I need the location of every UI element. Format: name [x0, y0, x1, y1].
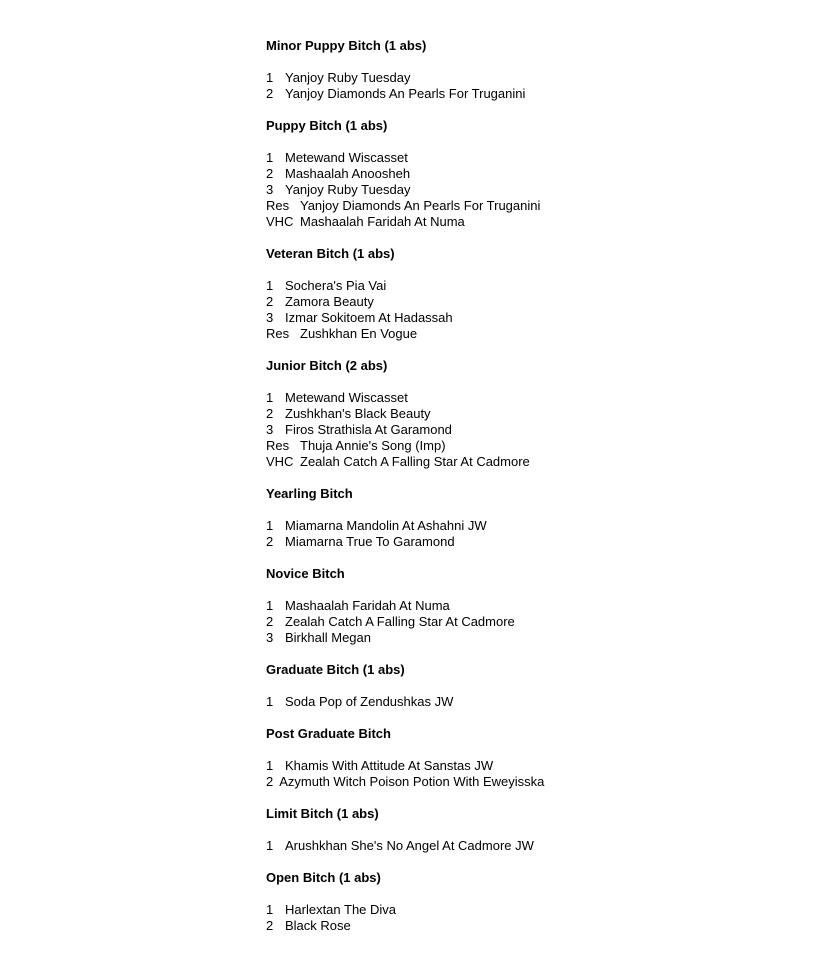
class-section	[266, 38, 786, 102]
dog-name: Arushkhan She's No Angel At Cadmore JW	[285, 838, 534, 853]
placings-list	[266, 278, 786, 342]
placing-award: 2	[266, 406, 274, 421]
placings-list	[266, 758, 786, 790]
placing-row	[266, 438, 786, 454]
placing-award: 1	[266, 70, 274, 85]
placing-award: 1	[266, 694, 274, 709]
placing-row	[266, 534, 786, 550]
dog-name: Zushkhan En Vogue	[300, 326, 418, 341]
placing-row	[266, 278, 786, 294]
placing-row	[266, 390, 786, 406]
class-section	[266, 486, 786, 550]
placing-row	[266, 150, 786, 166]
class-title: Minor Puppy Bitch (1 abs)	[266, 38, 427, 53]
dog-name: Thuja Annie's Song (Imp)	[300, 438, 446, 453]
dog-name: Zamora Beauty	[285, 294, 374, 309]
class-section	[266, 806, 786, 854]
dog-name: Soda Pop of Zendushkas JW	[285, 694, 454, 709]
placing-award: 3	[266, 182, 274, 197]
class-title: Post Graduate Bitch	[266, 726, 391, 741]
placing-award: 3	[266, 422, 274, 437]
placing-row	[266, 918, 786, 934]
dog-name: Azymuth Witch Poison Potion With Eweyisska	[279, 774, 545, 789]
class-title: Veteran Bitch (1 abs)	[266, 246, 395, 261]
dog-name: Firos Strathisla At Garamond	[285, 422, 452, 437]
placing-row	[266, 838, 786, 854]
class-section	[266, 726, 786, 790]
class-title: Limit Bitch (1 abs)	[266, 806, 379, 821]
placing-row	[266, 758, 786, 774]
placing-row	[266, 694, 786, 710]
class-section	[266, 118, 786, 230]
dog-name: Yanjoy Ruby Tuesday	[285, 70, 411, 85]
placing-award: 1	[266, 518, 274, 533]
class-section	[266, 662, 786, 710]
placing-award: 1	[266, 278, 274, 293]
dog-name: Izmar Sokitoem At Hadassah	[285, 310, 453, 325]
dog-name: Yanjoy Diamonds An Pearls For Truganini	[285, 86, 526, 101]
dog-name: Miamarna True To Garamond	[285, 534, 455, 549]
placing-award: 2	[266, 294, 274, 309]
placing-award: VHC	[266, 214, 294, 229]
placings-list	[266, 694, 786, 710]
placing-award: 2	[266, 86, 274, 101]
dog-name: Zealah Catch A Falling Star At Cadmore	[285, 614, 515, 629]
placing-award: 1	[266, 838, 274, 853]
placing-row	[266, 406, 786, 422]
placing-row	[266, 182, 786, 198]
placing-award: Res	[266, 198, 290, 213]
placing-award: 3	[266, 310, 274, 325]
class-title: Puppy Bitch (1 abs)	[266, 118, 388, 133]
dog-name: Mashaalah Faridah At Numa	[300, 214, 465, 229]
dog-name: Black Rose	[285, 918, 351, 933]
class-section	[266, 870, 786, 934]
placing-award: 2	[266, 166, 274, 181]
placing-row	[266, 598, 786, 614]
class-section	[266, 246, 786, 342]
placings-list	[266, 518, 786, 550]
class-section	[266, 566, 786, 646]
placing-row	[266, 166, 786, 182]
placing-row	[266, 630, 786, 646]
dog-name: Zushkhan's Black Beauty	[285, 406, 431, 421]
placing-award: 1	[266, 390, 274, 405]
class-title: Novice Bitch	[266, 566, 345, 581]
class-title: Open Bitch (1 abs)	[266, 870, 381, 885]
placings-list	[266, 598, 786, 646]
placing-row	[266, 774, 786, 790]
placing-row	[266, 902, 786, 918]
dog-name: Yanjoy Diamonds An Pearls For Truganini	[300, 198, 541, 213]
dog-name: Khamis With Attitude At Sanstas JW	[285, 758, 494, 773]
dog-name: Miamarna Mandolin At Ashahni JW	[285, 518, 487, 533]
placings-list	[266, 150, 786, 230]
dog-name: Harlextan The Diva	[285, 902, 397, 917]
class-title: Yearling Bitch	[266, 486, 353, 501]
placing-award: 1	[266, 598, 274, 613]
placings-list	[266, 390, 786, 470]
placing-row	[266, 614, 786, 630]
placing-award: 2	[266, 774, 274, 789]
dog-name: Metewand Wiscasset	[285, 150, 408, 165]
placing-award: 1	[266, 902, 274, 917]
dog-name: Yanjoy Ruby Tuesday	[285, 182, 411, 197]
placing-award: 1	[266, 150, 274, 165]
dog-name: Birkhall Megan	[285, 630, 371, 645]
placing-award: 3	[266, 630, 274, 645]
class-title: Junior Bitch (2 abs)	[266, 358, 388, 373]
placing-award: 2	[266, 918, 274, 933]
results-document	[266, 38, 786, 950]
placing-award: Res	[266, 438, 290, 453]
placing-row	[266, 70, 786, 86]
placing-row	[266, 518, 786, 534]
placing-row	[266, 454, 786, 470]
dog-name: Sochera's Pia Vai	[285, 278, 387, 293]
placings-list	[266, 838, 786, 854]
placing-row	[266, 422, 786, 438]
placing-row	[266, 198, 786, 214]
dog-name: Metewand Wiscasset	[285, 390, 408, 405]
placing-award: Res	[266, 326, 290, 341]
dog-name: Zealah Catch A Falling Star At Cadmore	[300, 454, 530, 469]
class-title: Graduate Bitch (1 abs)	[266, 662, 405, 677]
dog-name: Mashaalah Faridah At Numa	[285, 598, 450, 613]
placing-award: VHC	[266, 454, 294, 469]
placing-award: 1	[266, 758, 274, 773]
placing-award: 2	[266, 534, 274, 549]
placing-row	[266, 294, 786, 310]
placing-row	[266, 214, 786, 230]
placing-award: 2	[266, 614, 274, 629]
placings-list	[266, 70, 786, 102]
class-section	[266, 358, 786, 470]
placing-row	[266, 86, 786, 102]
placing-row	[266, 310, 786, 326]
placings-list	[266, 902, 786, 934]
dog-name: Mashaalah Anoosheh	[285, 166, 411, 181]
placing-row	[266, 326, 786, 342]
